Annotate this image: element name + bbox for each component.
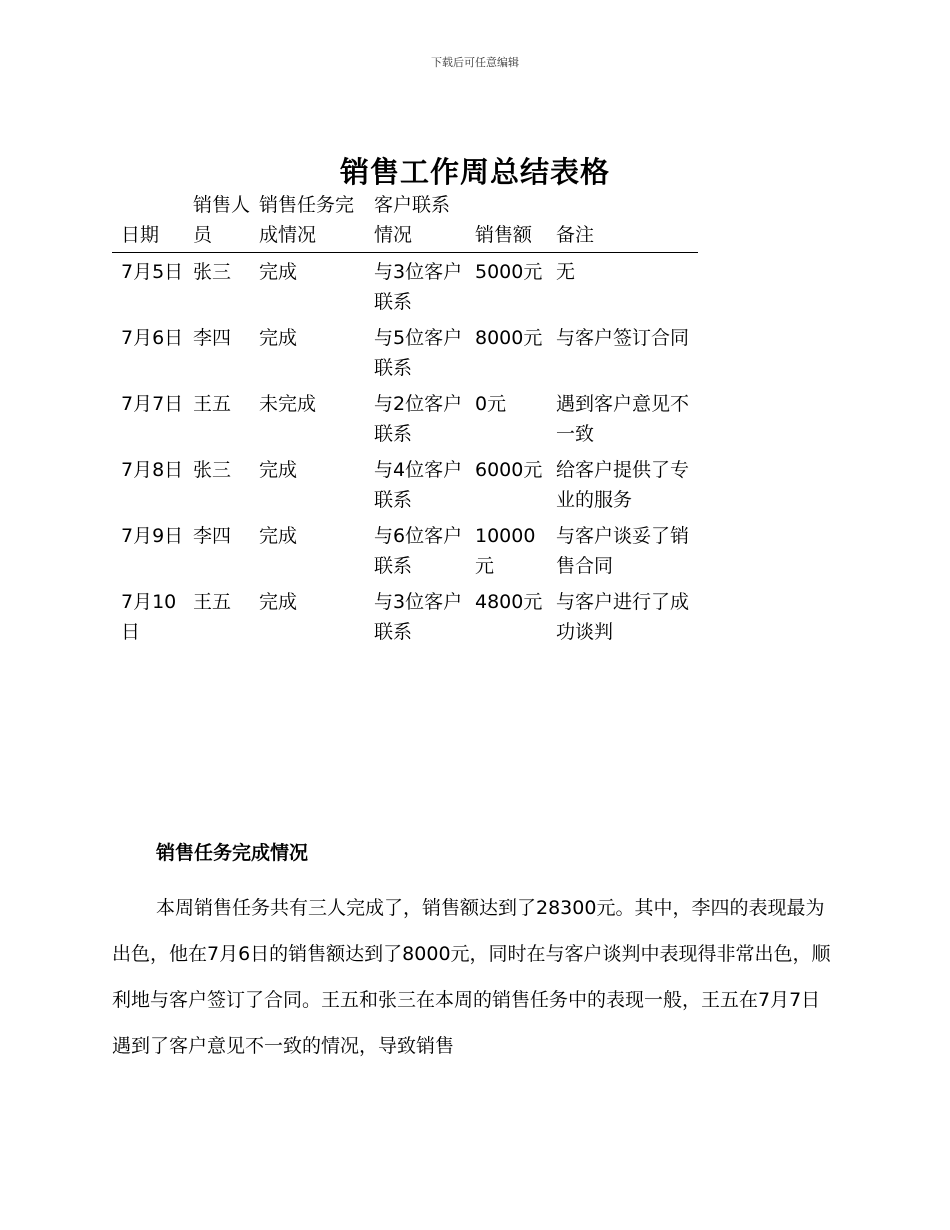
section-heading: 销售任务完成情况 [156, 842, 309, 864]
table-row [112, 253, 698, 320]
cell-contact: 与2位客户联系 [374, 393, 463, 445]
cell-person: 张三 [193, 261, 232, 283]
cell-person: 李四 [193, 525, 232, 547]
cell-contact: 与3位客户联系 [374, 261, 463, 313]
cell-amount: 8000元 [475, 327, 543, 349]
cell-date: 7月8日 [121, 459, 184, 481]
cell-date: 7月10日 [121, 591, 177, 643]
cell-amount: 10000元 [475, 525, 536, 577]
page-header-note: 下载后可任意编辑 [431, 56, 519, 69]
cell-contact: 与5位客户联系 [374, 327, 463, 379]
header-note: 备注 [556, 224, 595, 246]
cell-person: 王五 [193, 591, 232, 613]
cell-person: 李四 [193, 327, 232, 349]
cell-amount: 4800元 [475, 591, 543, 613]
cell-note: 与客户谈妥了销售合同 [556, 525, 690, 577]
cell-task: 完成 [259, 591, 298, 613]
cell-person: 王五 [193, 393, 232, 415]
table-row [112, 385, 698, 451]
cell-note: 遇到客户意见不一致 [556, 393, 690, 445]
table-row [112, 583, 698, 649]
cell-person: 张三 [193, 459, 232, 481]
table-row [112, 319, 698, 385]
cell-note: 与客户进行了成功谈判 [556, 591, 690, 643]
sales-summary-table [112, 190, 698, 649]
header-date: 日期 [121, 224, 160, 246]
cell-note: 无 [556, 261, 576, 283]
cell-task: 未完成 [259, 393, 317, 415]
cell-amount: 6000元 [475, 459, 543, 481]
cell-date: 7月7日 [121, 393, 184, 415]
cell-date: 7月9日 [121, 525, 184, 547]
summary-paragraph: 本周销售任务共有三人完成了，销售额达到了28300元。其中，李四的表现最为出色，他在7月6日的销售额达到了8000元，同时在与客户谈判中表现得非常出色，顺利地与客户签订了合同。王五和张三在本周的销售任务中的表现一般，王五在7月7日遇到了客户意见不一致的情况，导致销售 [112, 897, 831, 1057]
cell-contact: 与3位客户联系 [374, 591, 463, 643]
cell-task: 完成 [259, 327, 298, 349]
cell-note: 与客户签订合同 [556, 327, 690, 349]
cell-note: 给客户提供了专业的服务 [556, 459, 690, 511]
cell-task: 完成 [259, 459, 298, 481]
header-task: 销售任务完成情况 [259, 194, 355, 246]
cell-contact: 与4位客户联系 [374, 459, 463, 511]
document-title: 销售工作周总结表格 [339, 155, 610, 189]
table-row [112, 451, 698, 517]
table-row [112, 517, 698, 583]
cell-task: 完成 [259, 261, 298, 283]
cell-task: 完成 [259, 525, 298, 547]
cell-amount: 0元 [475, 393, 507, 415]
header-contact: 客户联系情况 [374, 194, 451, 246]
cell-date: 7月5日 [121, 261, 184, 283]
cell-date: 7月6日 [121, 327, 184, 349]
header-person: 销售人员 [193, 194, 251, 246]
table-header-row [112, 190, 698, 253]
header-amount: 销售额 [475, 224, 533, 246]
cell-contact: 与6位客户联系 [374, 525, 463, 577]
cell-amount: 5000元 [475, 261, 543, 283]
